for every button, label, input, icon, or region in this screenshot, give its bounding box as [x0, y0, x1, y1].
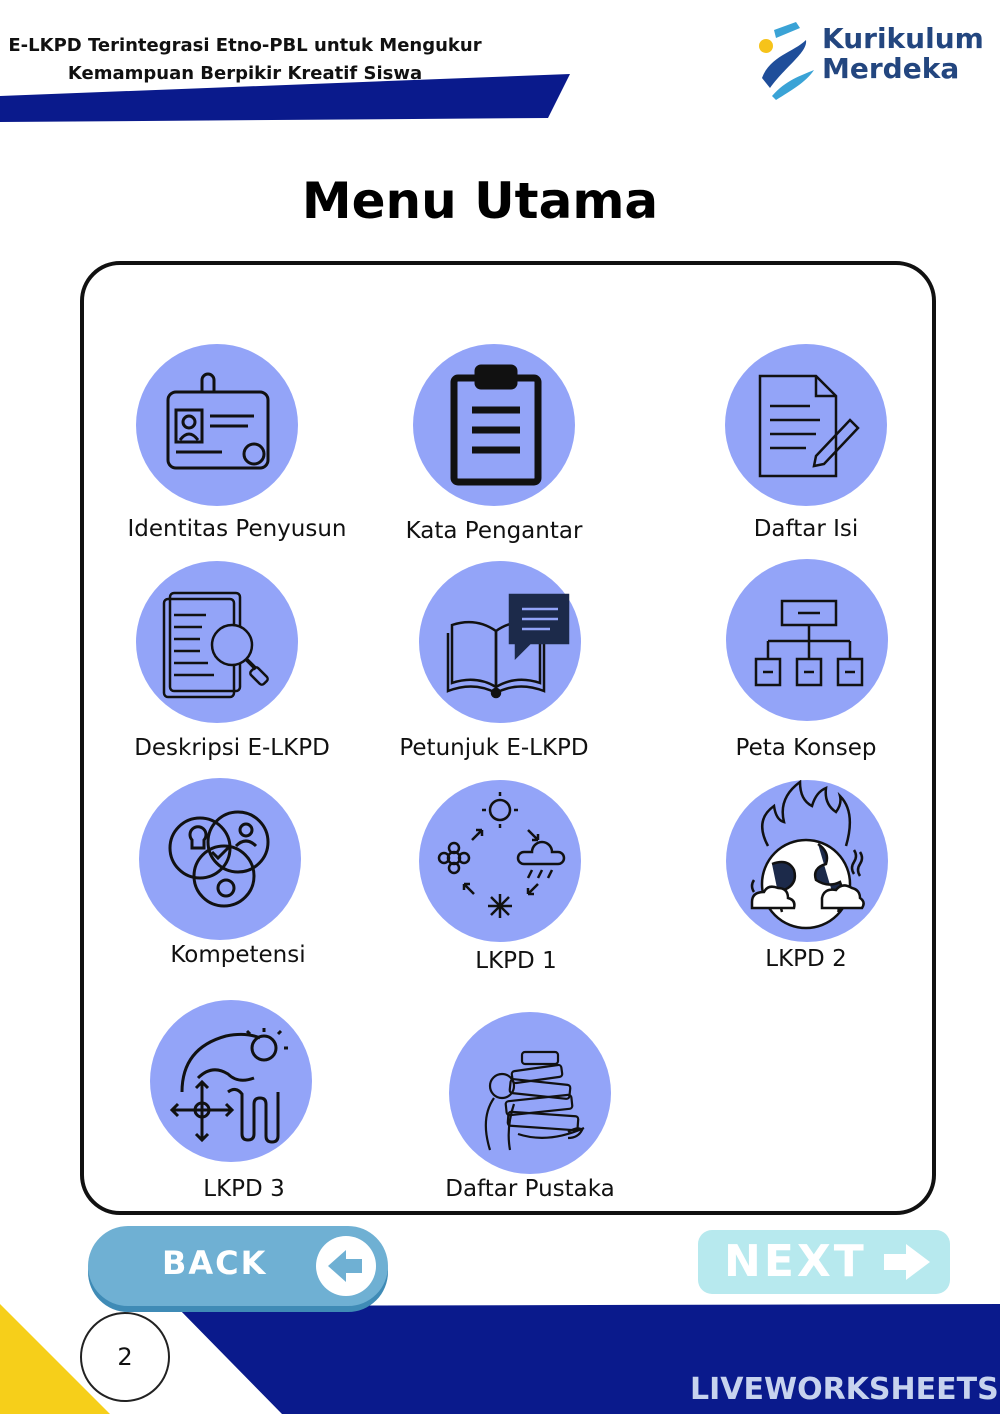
- arrow-left-icon: [316, 1236, 376, 1296]
- page-number: 2: [80, 1312, 170, 1402]
- menu-label: Identitas Penyusun: [127, 516, 347, 542]
- books-carry-icon: [472, 1040, 596, 1160]
- menu-label: Deskripsi E-LKPD: [134, 735, 330, 761]
- document-search-icon: [160, 587, 280, 699]
- menu-item-daftar-isi[interactable]: [686, 344, 926, 554]
- back-button-label: BACK: [162, 1244, 268, 1282]
- menu-item-identitas-penyusun[interactable]: [117, 344, 357, 554]
- menu-label: Petunjuk E-LKPD: [399, 735, 589, 761]
- menu-item-petunjuk-e-lkpd[interactable]: [374, 561, 614, 771]
- venn-competence-icon: [166, 806, 276, 916]
- kurikulum-merdeka-logo-icon: [756, 16, 820, 100]
- menu-label: Peta Konsep: [735, 735, 877, 761]
- book-chat-icon: [446, 591, 576, 701]
- climate-earth-icon: [168, 1026, 294, 1146]
- menu-item-kata-pengantar[interactable]: [374, 344, 614, 554]
- back-button[interactable]: [88, 1226, 392, 1312]
- menu-label: LKPD 2: [765, 946, 847, 972]
- page-title: Menu Utama: [301, 172, 659, 230]
- header-line-2: Kemampuan Berpikir Kreatif Siswa: [67, 63, 423, 84]
- next-button-label: NEXT: [724, 1236, 867, 1287]
- clipboard-icon: [446, 364, 546, 488]
- menu-label: Daftar Pustaka: [445, 1176, 615, 1202]
- liveworksheets-watermark: [690, 1372, 999, 1408]
- hierarchy-icon: [754, 597, 864, 693]
- menu-label: Daftar Isi: [753, 516, 859, 542]
- arrow-right-icon: [882, 1242, 932, 1282]
- weather-cycle-icon: [432, 790, 568, 926]
- document-edit-icon: [754, 372, 864, 482]
- id-card-icon: [162, 366, 272, 476]
- menu-item-kompetensi[interactable]: [118, 778, 358, 974]
- menu-label: LKPD 1: [475, 948, 557, 974]
- logo-line-2: Merdeka: [822, 52, 960, 85]
- header-line-1: E-LKPD Terintegrasi Etno-PBL untuk Mengukur: [8, 35, 482, 56]
- logo-wordmark: [822, 24, 984, 84]
- menu-label: Kata Pengantar: [405, 518, 583, 544]
- footer-brand-text: LIVEWORKSHEETS: [690, 1372, 999, 1407]
- logo-line-1: Kurikulum: [822, 22, 984, 55]
- menu-item-lkpd-1[interactable]: [396, 780, 636, 976]
- menu-item-deskripsi-e-lkpd[interactable]: [112, 561, 352, 771]
- document-header: [0, 32, 490, 88]
- menu-item-peta-konsep[interactable]: [686, 559, 926, 771]
- next-button[interactable]: [698, 1230, 950, 1294]
- burning-earth-icon: [746, 780, 868, 930]
- menu-item-lkpd-3[interactable]: [124, 1000, 364, 1206]
- menu-label: LKPD 3: [203, 1176, 285, 1202]
- menu-item-daftar-pustaka[interactable]: [410, 1012, 650, 1206]
- menu-item-lkpd-2[interactable]: [686, 780, 926, 976]
- menu-label: Kompetensi: [170, 942, 306, 968]
